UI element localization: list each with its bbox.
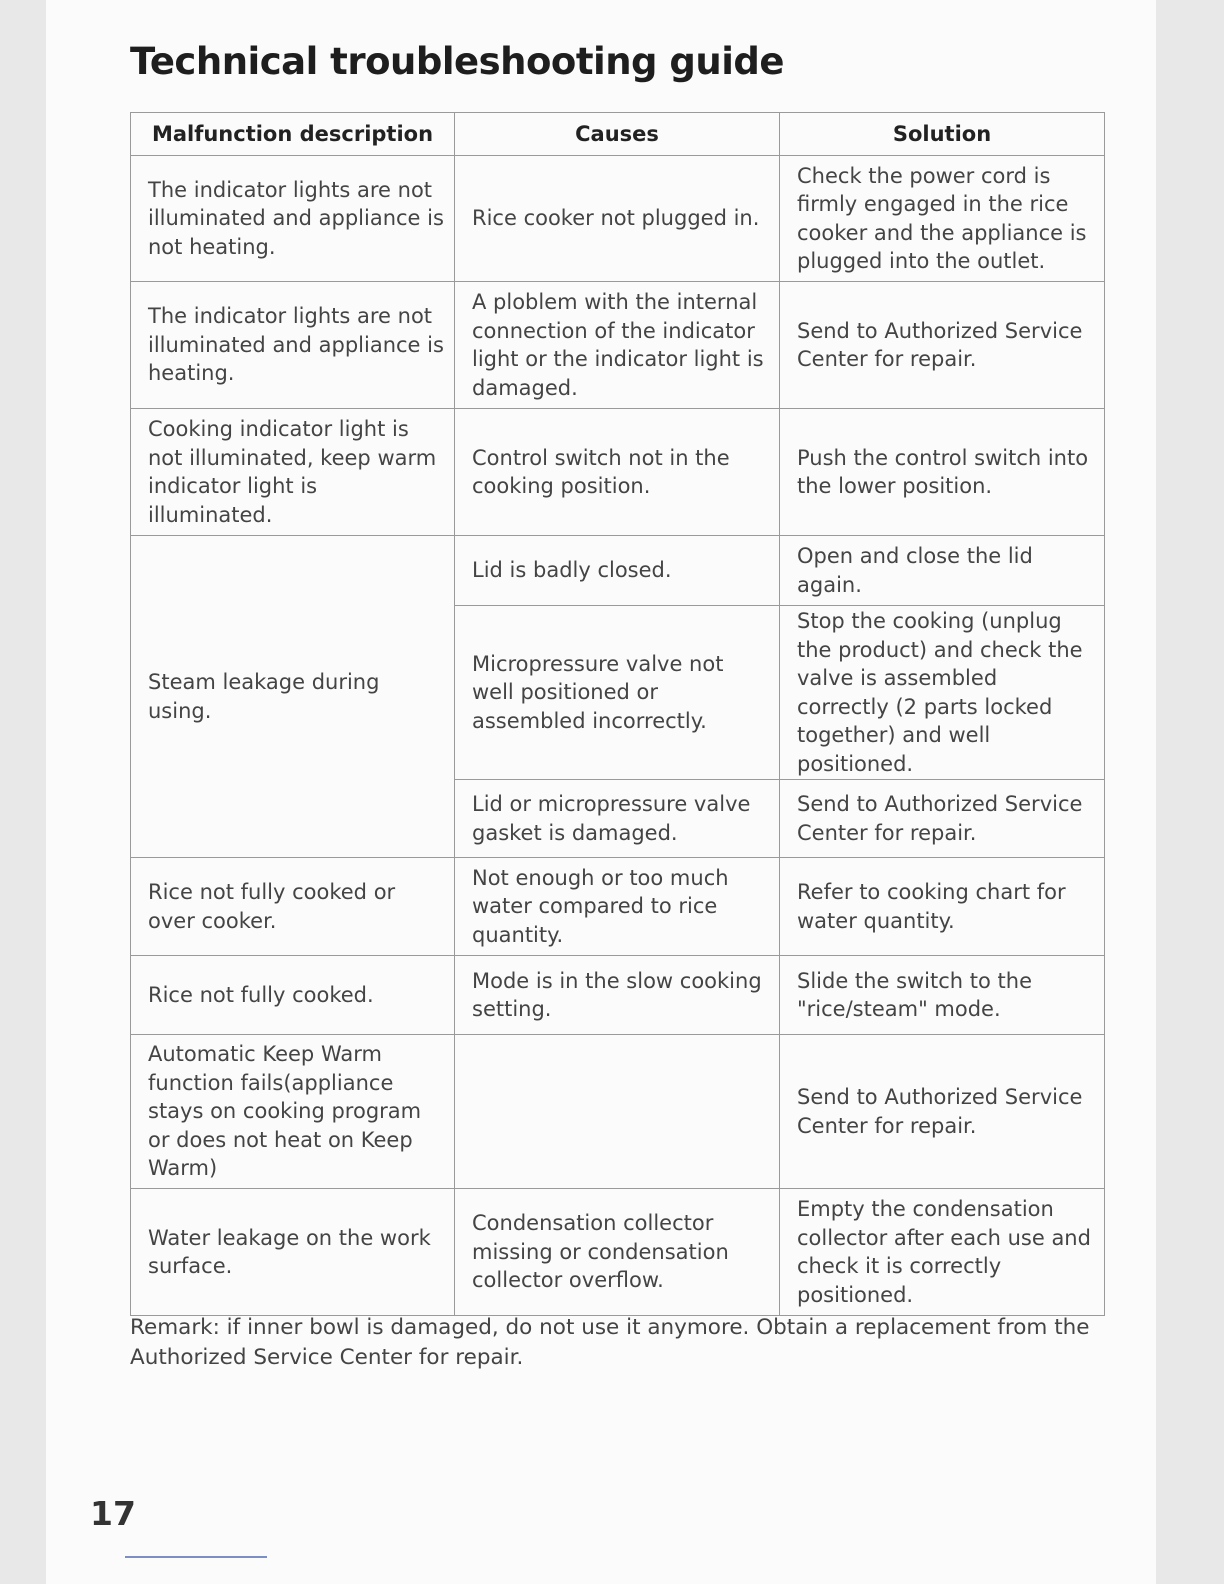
- page-number: 17: [90, 1494, 136, 1533]
- solution-cell: Check the power cord is firmly engaged in the rice cooker and the appliance is plugged into the outlet.: [780, 156, 1105, 282]
- cause-cell: Mode is in the slow cooking setting.: [455, 956, 780, 1035]
- solution-cell: Send to Authorized Service Center for repair.: [780, 1035, 1105, 1189]
- malfunction-cell: Cooking indicator light is not illuminated, keep warm indicator light is illuminated.: [131, 409, 455, 536]
- solution-cell: Refer to cooking chart for water quantity.: [780, 858, 1105, 956]
- header-causes: Causes: [455, 113, 780, 156]
- malfunction-cell: The indicator lights are not illuminated and appliance is heating.: [131, 282, 455, 409]
- table-row: [131, 156, 1105, 282]
- table-row: [131, 282, 1105, 409]
- table-row: [131, 536, 1105, 606]
- solution-cell: Open and close the lid again.: [780, 536, 1105, 606]
- table-row: [131, 409, 1105, 536]
- table-row: [131, 858, 1105, 956]
- table-row: [131, 1035, 1105, 1189]
- solution-cell: Push the control switch into the lower position.: [780, 409, 1105, 536]
- solution-cell: Stop the cooking (unplug the product) and check the valve is assembled correctly (2 parts locked together) and well positioned.: [780, 606, 1105, 780]
- remark-note: Remark: if inner bowl is damaged, do not use it anymore. Obtain a replacement from the Authorized Service Center for repair.: [130, 1315, 1090, 1370]
- cause-cell: A ploblem with the internal connection of the indicator light or the indicator light is damaged.: [455, 282, 780, 409]
- cause-cell: Rice cooker not plugged in.: [455, 156, 780, 282]
- malfunction-cell: Steam leakage during using.: [131, 536, 455, 858]
- header-malfunction: Malfunction description: [131, 113, 455, 156]
- cause-cell: Control switch not in the cooking position.: [455, 409, 780, 536]
- table-row: [131, 956, 1105, 1035]
- solution-cell: Send to Authorized Service Center for repair.: [780, 282, 1105, 409]
- table-row: [131, 1189, 1105, 1316]
- malfunction-cell: Automatic Keep Warm function fails(appliance stays on cooking program or does not heat on Keep Warm): [131, 1035, 455, 1189]
- cause-cell: Lid or micropressure valve gasket is damaged.: [455, 780, 780, 858]
- solution-cell: Send to Authorized Service Center for repair.: [780, 780, 1105, 858]
- cause-cell: Lid is badly closed.: [455, 536, 780, 606]
- cause-cell: [455, 1035, 780, 1189]
- table-header-row: [131, 113, 1105, 156]
- page-title: Technical troubleshooting guide: [130, 40, 785, 83]
- solution-cell: Empty the condensation collector after each use and check it is correctly positioned.: [780, 1189, 1105, 1316]
- footer-divider: [125, 1556, 267, 1558]
- header-solution: Solution: [780, 113, 1105, 156]
- malfunction-cell: The indicator lights are not illuminated and appliance is not heating.: [131, 156, 455, 282]
- cause-cell: Not enough or too much water compared to rice quantity.: [455, 858, 780, 956]
- malfunction-cell: Water leakage on the work surface.: [131, 1189, 455, 1316]
- cause-cell: Condensation collector missing or condensation collector overflow.: [455, 1189, 780, 1316]
- troubleshooting-table: [130, 112, 1105, 1316]
- malfunction-cell: Rice not fully cooked.: [131, 956, 455, 1035]
- malfunction-cell: Rice not fully cooked or over cooker.: [131, 858, 455, 956]
- solution-cell: Slide the switch to the "rice/steam" mode.: [780, 956, 1105, 1035]
- cause-cell: Micropressure valve not well positioned or assembled incorrectly.: [455, 606, 780, 780]
